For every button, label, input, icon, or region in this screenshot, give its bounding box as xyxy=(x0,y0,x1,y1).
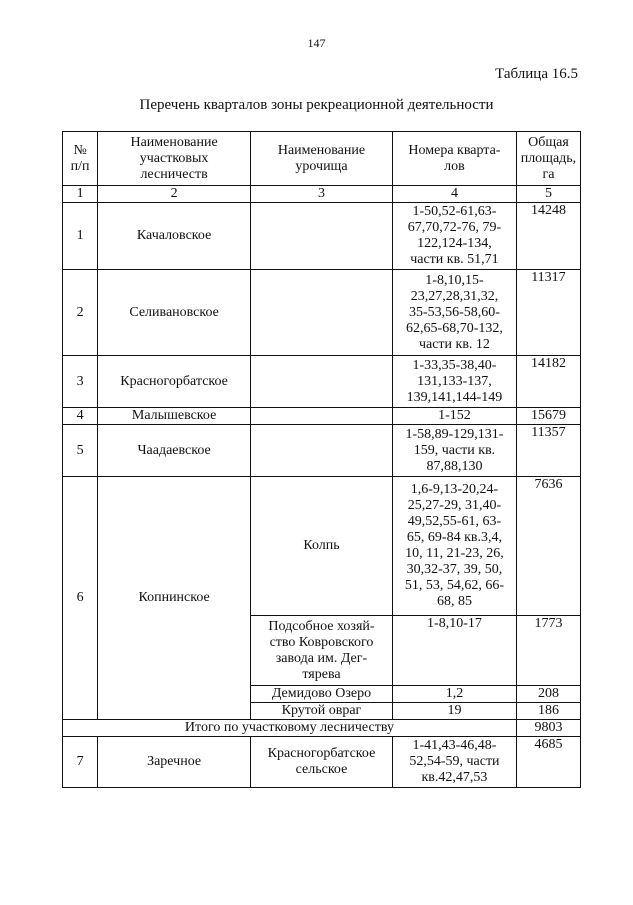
table-row xyxy=(63,408,581,425)
tract-name xyxy=(250,203,392,270)
header-total-area: Общая площадь, га xyxy=(516,132,580,186)
table-row xyxy=(63,356,581,408)
total-area: 11357 xyxy=(516,425,580,477)
forestry-name: Селивановское xyxy=(98,270,251,356)
subtotal-area: 9803 xyxy=(516,720,580,737)
quarter-numbers: 1-41,43-46,48- 52,54-59, части кв.42,47,53 xyxy=(393,737,517,788)
table-row xyxy=(63,477,581,616)
row-number: 5 xyxy=(63,425,98,477)
document-title: Перечень кварталов зоны рекреационной деятельности xyxy=(139,97,494,113)
forestry-name: Малышевское xyxy=(98,408,251,425)
row-number: 3 xyxy=(63,356,98,408)
tract-name xyxy=(250,425,392,477)
column-number: 5 xyxy=(516,186,580,203)
forestry-name: Качаловское xyxy=(98,203,251,270)
table-row xyxy=(63,737,581,788)
total-area: 14182 xyxy=(516,356,580,408)
row-number: 7 xyxy=(63,737,98,788)
row-number: 2 xyxy=(63,270,98,356)
total-area: 15679 xyxy=(516,408,580,425)
row-number: 6 xyxy=(63,477,98,720)
total-area: 7636 xyxy=(516,477,580,616)
tract-name: Демидово Озеро xyxy=(250,686,392,703)
forestry-name: Заречное xyxy=(98,737,251,788)
tract-name: Колпь xyxy=(250,477,392,616)
header-forestry-name: Наименование участковых лесничеств xyxy=(98,132,251,186)
total-area: 1773 xyxy=(516,616,580,686)
quarter-numbers: 1-8,10,15- 23,27,28,31,32, 35-53,56-58,60- 62,65-68,70-132, части кв. 12 xyxy=(393,270,517,356)
total-area: 208 xyxy=(516,686,580,703)
table-row xyxy=(63,270,581,356)
subtotal-row xyxy=(63,720,581,737)
tract-name: Красногорбатское сельское xyxy=(250,737,392,788)
tract-name xyxy=(250,270,392,356)
forestry-name: Чаадаевское xyxy=(98,425,251,477)
tract-name: Крутой овраг xyxy=(250,703,392,720)
recreation-quarters-table xyxy=(62,131,581,788)
tract-name xyxy=(250,408,392,425)
column-number: 4 xyxy=(393,186,517,203)
column-number-row xyxy=(63,186,581,203)
page-number: 147 xyxy=(307,36,326,50)
total-area: 11317 xyxy=(516,270,580,356)
subtotal-label: Итого по участковому лесничеству xyxy=(63,720,517,737)
header-number: № п/п xyxy=(63,132,98,186)
quarter-numbers: 1-8,10-17 xyxy=(393,616,517,686)
quarter-numbers: 1-50,52-61,63- 67,70,72-76, 79- 122,124-134, части кв. 51,71 xyxy=(393,203,517,270)
total-area: 4685 xyxy=(516,737,580,788)
column-number: 2 xyxy=(98,186,251,203)
table-label: Таблица 16.5 xyxy=(495,66,578,82)
table-row xyxy=(63,425,581,477)
column-number: 3 xyxy=(250,186,392,203)
row-number: 4 xyxy=(63,408,98,425)
quarter-numbers: 1,6-9,13-20,24- 25,27-29, 31,40- 49,52,55-61, 63- 65, 69-84 кв.3,4, 10, 11, 21-23, 26, 30,32-37, 39, 50, 51, 53, 54,62, 66- 68, 85 xyxy=(393,477,517,616)
forestry-name: Красногорбатское xyxy=(98,356,251,408)
quarter-numbers: 1-58,89-129,131- 159, части кв. 87,88,130 xyxy=(393,425,517,477)
header-tract-name: Наименование урочища xyxy=(250,132,392,186)
table-header-row xyxy=(63,132,581,186)
forestry-name: Копнинское xyxy=(98,477,251,720)
tract-name: Подсобное хозяй- ство Ковровского завода им. Дег- тярева xyxy=(250,616,392,686)
header-quarter-numbers: Номера кварта- лов xyxy=(393,132,517,186)
column-number: 1 xyxy=(63,186,98,203)
row-number: 1 xyxy=(63,203,98,270)
tract-name xyxy=(250,356,392,408)
quarter-numbers: 1-152 xyxy=(393,408,517,425)
total-area: 14248 xyxy=(516,203,580,270)
quarter-numbers: 1,2 xyxy=(393,686,517,703)
quarter-numbers: 1-33,35-38,40- 131,133-137, 139,141,144-149 xyxy=(393,356,517,408)
table-row xyxy=(63,203,581,270)
total-area: 186 xyxy=(516,703,580,720)
quarter-numbers: 19 xyxy=(393,703,517,720)
